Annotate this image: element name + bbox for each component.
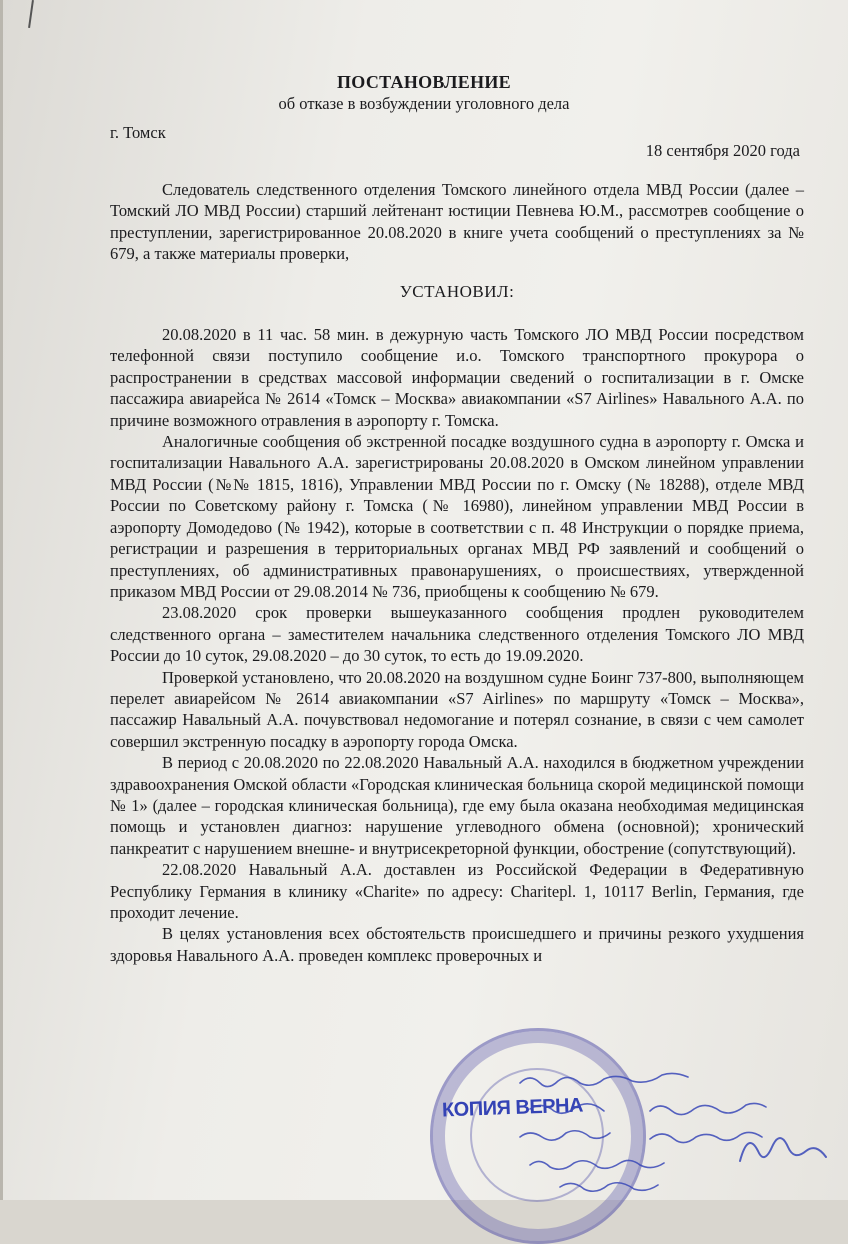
pen-mark bbox=[28, 0, 34, 28]
document-body bbox=[110, 179, 804, 966]
document-title: ПОСТАНОВЛЕНИЕ bbox=[337, 72, 511, 92]
document-city: г. Томск bbox=[110, 123, 166, 142]
copy-certified-stamp: КОПИЯ ВЕРНА bbox=[441, 1094, 584, 1122]
page-edge bbox=[0, 0, 3, 1200]
paragraph: В целях установления всех обстоятельств происшедшего и причины резкого ухудшения здоровья Навального А.А. проведен комплекс проверочных и bbox=[110, 924, 804, 965]
paragraph: Проверкой установлено, что 20.08.2020 на воздушном судне Боинг 737-800, выполняющем перелет авиарейсом № 2614 авиакомпании «S7 Airlines» по маршруту «Томск – Москва», пассажир Навальный А.А. почувствовал недомогание и потерял сознание, в связи с чем самолет совершил экстренную посадку в аэропорту города Омска. bbox=[110, 667, 804, 751]
handwritten-note-signature bbox=[500, 1065, 840, 1200]
document-subtitle: об отказе в возбуждении уголовного дела bbox=[278, 94, 570, 113]
intro-paragraph: Следователь следственного отделения Томского линейного отдела МВД России (далее – Томский ЛО МВД России) старший лейтенант юстиции Певнева Ю.М., рассмотрев сообщение о преступлении, зарегистрированное 20.08.2020 в книге учета сообщений о преступлениях за № 679, а также материалы проверки, bbox=[110, 180, 804, 264]
paragraph: 23.08.2020 срок проверки вышеуказанного сообщения продлен руководителем следственного органа – заместителем начальника следственного отделения Томского ЛО МВД России до 10 суток, 29.08.2020 – до 30 суток, то есть до 19.09.2020. bbox=[110, 603, 804, 666]
document-date: 18 сентября 2020 года bbox=[645, 141, 800, 160]
paragraph: Аналогичные сообщения об экстренной посадке воздушного судна в аэропорту г. Омска и госпитализации Навального А.А. зарегистрированы 20.08.2020 в Омском линейном управлении МВД России (№№ 1815, 1816), Управлении МВД России по г. Омску (№ 18288), отделе МВД России по Советскому району г. Томска (№ 16980), линейном управлении МВД России в аэропорту Домодедово (№ 1942), которые в соответствии с п. 48 Инструкции о порядке приема, регистрации и разрешения в территориальных органах МВД РФ заявлений и сообщений о преступлениях, об административных правонарушениях, о происшествиях, утвержденной приказом МВД России от 29.08.2014 № 736, приобщены к сообщению № 679. bbox=[110, 432, 804, 601]
section-heading: УСТАНОВИЛ: bbox=[399, 281, 515, 301]
paragraph: В период с 20.08.2020 по 22.08.2020 Навальный А.А. находился в бюджетном учреждении здравоохранения Омской области «Городская клиническая больница скорой медицинской помощи № 1» (далее – городская клиническая больница), где ему была оказана необходимая медицинская помощь и установлен диагноз: нарушение углеводного обмена (основной); хронический панкреатит с нарушением внешне- и внутрисекреторной функции, обострение (сопутствующий). bbox=[110, 753, 804, 858]
paragraph: 22.08.2020 Навальный А.А. доставлен из Российской Федерации в Федеративную Республику Германия в клинику «Charite» по адресу: Charitepl. 1, 10117 Berlin, Германия, где проходит лечение. bbox=[110, 860, 804, 922]
paragraph: 20.08.2020 в 11 час. 58 мин. в дежурную часть Томского ЛО МВД России посредством телефонной связи поступило сообщение и.о. Томского транспортного прокурора о распространении в средствах массовой информации сведений о госпитализации в г. Омске пассажира авиарейса № 2614 «Томск – Москва» авиакомпании «S7 Airlines» Навального А.А. по причине возможного отравления в аэропорту г. Томска. bbox=[110, 325, 804, 430]
